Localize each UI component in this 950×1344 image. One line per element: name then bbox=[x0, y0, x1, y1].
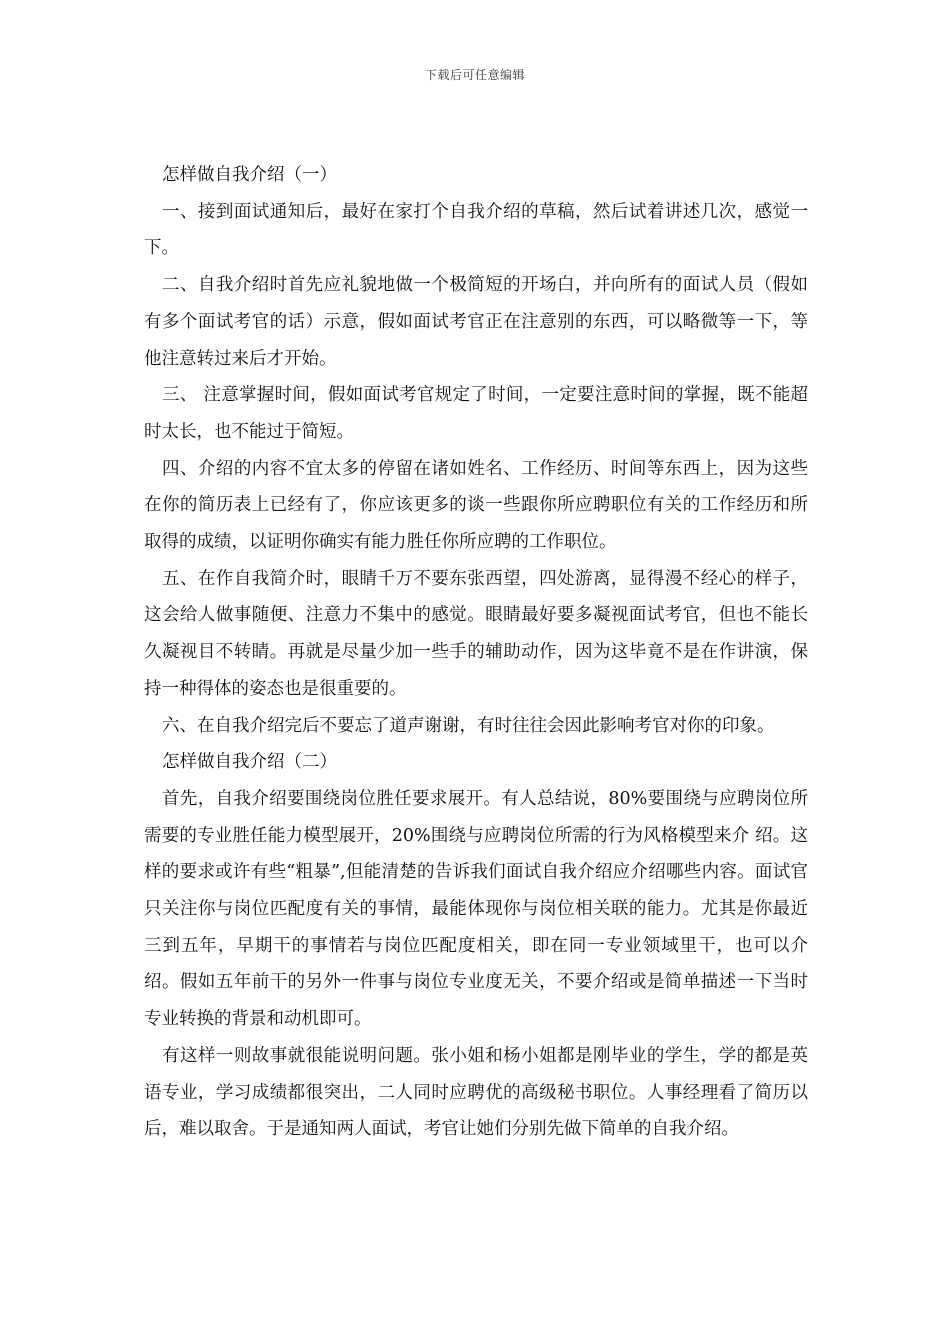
paragraph: 五、在作自我简介时，眼睛千万不要东张西望，四处游离，显得漫不经心的样子，这会给人做事随便、注意力不集中的感觉。眼睛最好要多凝视面试考官，但也不能长久凝视目不转睛。再就是尽量少加一些手的辅助动作，因为这毕竟不是在作讲演，保持一种得体的姿态也是很重要的。 bbox=[144, 568, 808, 699]
page-header: 下载后可任意编辑 bbox=[424, 68, 525, 82]
paragraph: 有这样一则故事就很能说明问题。张小姐和杨小姐都是刚毕业的学生，学的都是英语专业，学习成绩都很突出，二人同时应聘优的高级秘书职位。人事经理看了简历以后，难以取舍。于是通知两人面试，考官让她们分别先做下简单的自我介绍。 bbox=[144, 1045, 808, 1140]
document-body bbox=[144, 157, 808, 1148]
paragraph: 六、在自我介绍完后不要忘了道声谢谢，有时往往会因此影响考官对你的印象。 bbox=[162, 715, 775, 736]
paragraph: 一、接到面试通知后，最好在家打个自我介绍的草稿，然后试着讲述几次，感觉一下。 bbox=[144, 201, 808, 259]
section-heading: 怎样做自我介绍（二） bbox=[162, 752, 337, 773]
paragraph: 首先，自我介绍要围绕岗位胜任要求展开。有人总结说，80%要围绕与应聘岗位所需要的专业胜任能力模型展开，20%围绕与应聘岗位所需的行为风格模型来介 绍。这样的要求或许有些“粗暴”,但能清楚的告诉我们面试自我介绍应介绍哪些内容。面试官只关注你与岗位匹配度有关的事情，最能体现你与岗位相关联的能力。尤其是你最近三到五年，早期干的事情若与岗位匹配度相关，即在同一专业领域里干，也可以介绍。假如五年前干的另外一件事与岗位专业度无关，不要介绍或是简单描述一下当时专业转换的背景和动机即可。 bbox=[144, 788, 808, 1030]
section-heading: 怎样做自我介绍（一） bbox=[162, 165, 337, 185]
paragraph: 二、自我介绍时首先应礼貌地做一个极简短的开场白，并向所有的面试人员（假如有多个面试考官的话）示意，假如面试考官正在注意别的东西，可以略微等一下，等他注意转过来后才开始。 bbox=[144, 275, 808, 369]
paragraph: 三、 注意掌握时间，假如面试考官规定了时间，一定要注意时间的掌握，既不能超时太长，也不能过于简短。 bbox=[144, 385, 808, 442]
paragraph: 四、介绍的内容不宜太多的停留在诸如姓名、工作经历、时间等东西上，因为这些在你的简历表上已经有了，你应该更多的谈一些跟你所应聘职位有关的工作经历和所取得的成绩，以证明你确实有能力胜任你所应聘的工作职位。 bbox=[144, 458, 808, 553]
